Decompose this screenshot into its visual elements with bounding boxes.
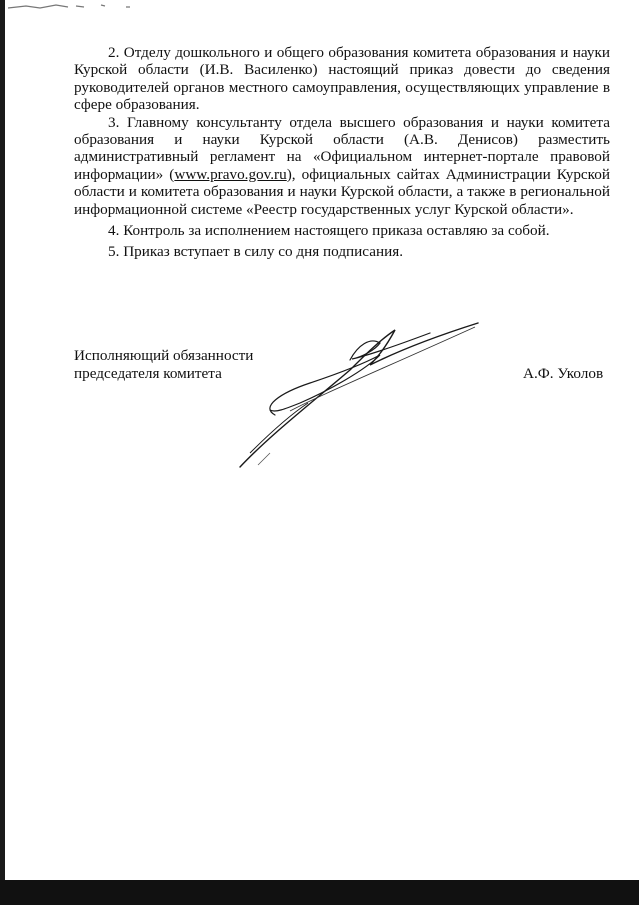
scan-noise (6, 2, 156, 12)
paragraph-3 (74, 114, 610, 218)
paragraph-5: 5. Приказ вступает в силу со дня подписания. (108, 243, 404, 261)
scan-border-left (0, 0, 5, 880)
signatory-name: А.Ф. Уколов (523, 365, 604, 382)
scan-border-bottom (0, 880, 639, 905)
signatory-position (74, 347, 253, 383)
document-body (74, 44, 610, 261)
handwritten-signature (230, 315, 490, 475)
paragraph-3-text-end: ), официальных сайтах Администрации Курской области и комитета образования и науки Курской области, а также в региональной информационной системе «Реестр государственных услуг Курской области». (74, 165, 610, 218)
paragraph-4: 4. Контроль за исполнением настоящего приказа оставляю за собой. (108, 222, 550, 240)
signatory-position-line-2: председателя комитета (74, 365, 222, 382)
pravo-gov-link[interactable]: www.pravo.gov.ru (174, 165, 287, 183)
signatory-position-line-1: Исполняющий обязанности (74, 347, 254, 364)
paragraph-2: 2. Отделу дошкольного и общего образования комитета образования и науки Курской области (И.В. Василенко) настоящий приказ довести до сведения руководителей органов местного самоуправления, осуществляющих управление в сфере образования. (74, 44, 610, 114)
paragraph-3-text-start: 3. Главному консультанту отдела высшего образования и науки комитета образования и науки Курской области (А.В. Денисов) разместить административный регламент на «Официальном интернет-портале правовой информации» ( (74, 113, 610, 183)
